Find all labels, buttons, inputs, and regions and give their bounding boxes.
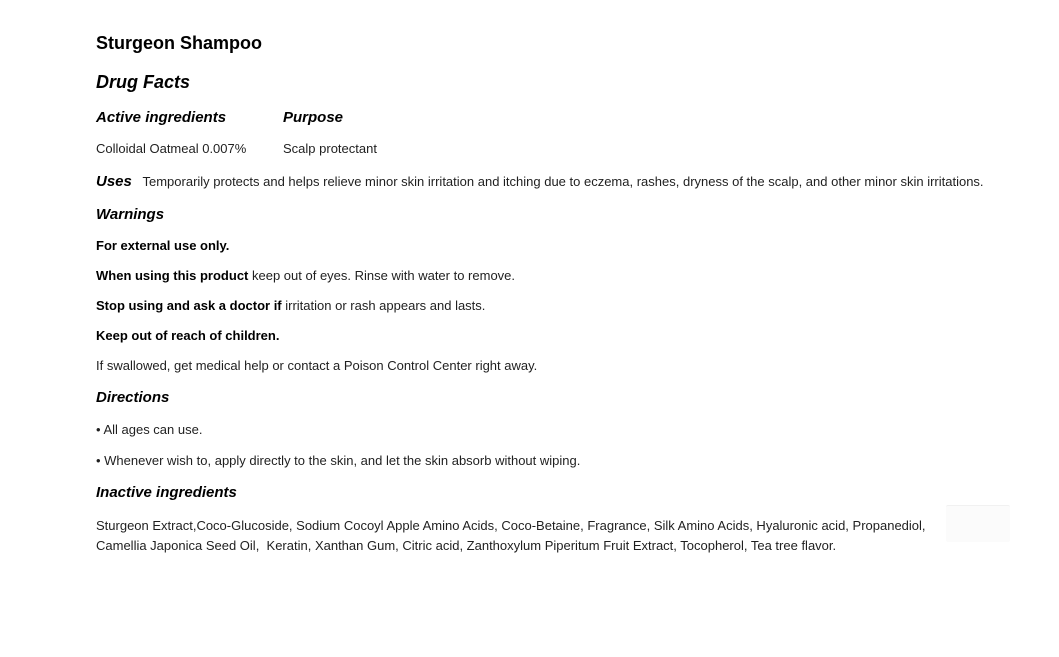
inactive-ingredients-heading: Inactive ingredients	[96, 484, 237, 501]
directions-heading: Directions	[96, 389, 170, 406]
warnings-heading: Warnings	[96, 206, 165, 223]
direction-item: • Whenever wish to, apply directly to the skin, and let the skin absorb without wiping.	[96, 453, 581, 468]
warning-item	[96, 298, 1006, 313]
warning-item	[96, 358, 1006, 373]
inactive-ingredients-text: Sturgeon Extract,Coco-Glucoside, Sodium Cocoyl Apple Amino Acids, Coco-Betaine, Fragrance, Silk Amino Acids, Hyaluronic acid, Propanediol, Camellia Japonica Seed Oil, Keratin, Xanthan Gum, Citric acid, Zanthoxylum Piperitum Fruit Extract, Tocopherol, Tea tree flavor.	[96, 518, 930, 553]
uses-text: Temporarily protects and helps relieve minor skin irritation and itching due to eczema, rashes, dryness of the scalp, and other minor skin irritations.	[142, 174, 984, 189]
direction-item: • All ages can use.	[96, 422, 203, 437]
active-ingredients-header-row	[96, 109, 1006, 126]
active-ingredients-heading: Active ingredients	[96, 109, 227, 126]
active-ingredient-row	[96, 126, 1006, 156]
warning-rest-text: irritation or rash appears and lasts.	[281, 298, 486, 313]
warning-bold-text: When using this product	[96, 268, 249, 283]
warning-bold-text: Stop using and ask a doctor if	[96, 298, 282, 313]
warning-item	[96, 328, 1006, 343]
warning-rest-text: keep out of eyes. Rinse with water to remove.	[248, 268, 516, 283]
uses-heading: Uses	[96, 173, 132, 190]
document-content	[96, 33, 1006, 556]
drug-facts-heading: Drug Facts	[96, 72, 191, 92]
warning-item	[96, 238, 1006, 253]
active-ingredient-purpose: Scalp protectant	[283, 141, 377, 156]
purpose-heading: Purpose	[283, 109, 344, 126]
product-title: Sturgeon Shampoo	[96, 33, 262, 53]
warning-bold-text: Keep out of reach of children.	[96, 328, 280, 343]
active-ingredient-name: Colloidal Oatmeal 0.007%	[96, 141, 247, 156]
warning-item	[96, 268, 1006, 283]
faded-watermark-artifact	[946, 505, 1010, 542]
warning-bold-text: For external use only.	[96, 238, 230, 253]
uses-line	[96, 173, 1006, 190]
active-ingredients-table	[96, 109, 1006, 156]
warning-rest-text: If swallowed, get medical help or contact a Poison Control Center right away.	[96, 358, 538, 373]
